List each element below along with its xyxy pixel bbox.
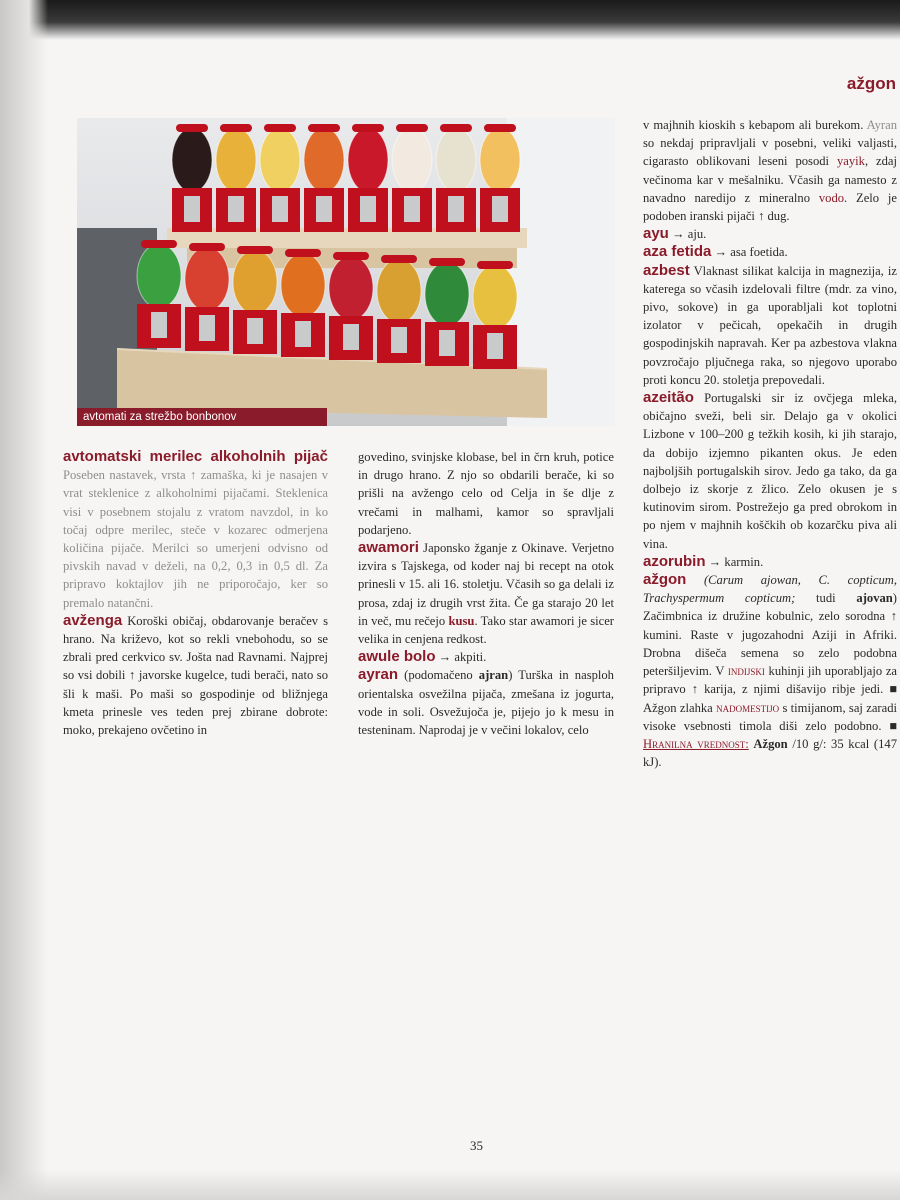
text: ) Začimbnica iz družine kobulnic, zelo sorodna ↑ kumini. Raste v jugozahodni Aziji in Afriki. Drobna dišeča semena so zelo podobna peteršiljevim. V	[643, 591, 897, 679]
photo-candy-machines	[77, 118, 615, 426]
definition: Japonsko žganje z Okinave. Verjetno izvira s Tajskega, od koder naj bi recept na otok prinesli v 15. ali 16. stoletju. Včasih so ga delali iz prosa, zdaj iz drugih vrst žita. Če ga starajo 20 let in več, mu rečejo	[358, 541, 614, 628]
running-head: ažgon	[846, 74, 896, 93]
variant-ajovan: ajovan	[856, 591, 893, 606]
ref-nadomestijo: nadomestijo	[716, 700, 780, 715]
ref-indijski: indijski	[727, 664, 765, 679]
column-3	[643, 116, 897, 771]
see-target: aju.	[687, 227, 707, 242]
see-target: karmin.	[724, 554, 764, 569]
definition-end: ) Turška in nasploh orientalska osvežilna pijača, zmešana iz jogurta, vode in soli. Osvežujoča je, pijejo jo k mesu in testeninam. Naprodaj je v večini lokalov, celo	[358, 668, 614, 738]
entry-aza-fetida	[643, 243, 897, 261]
headword: ažgon	[643, 571, 687, 589]
headword: avtomatski merilec alkoholnih pijač	[63, 448, 328, 465]
headword: awule bolo	[358, 648, 436, 666]
latin-names: (Carum ajowan, C. copticum, Trachyspermum copticum;	[643, 573, 897, 606]
ref-hranilna-vrednost: Hranilna vrednost:	[643, 736, 749, 751]
entry-azorubin	[643, 553, 897, 571]
headword: awamori	[358, 539, 419, 557]
continued-text: govedino, svinjske klobase, bel in črn kruh, potice in drugo hrano. Z njo so obdarili berače, ki so prišli na avžengo celo od Celja in še dlje z vrečami in malhami, kamor so spravljali podarjeno.	[358, 450, 614, 537]
variant-ajran: ajran	[478, 668, 509, 683]
entry-awamori	[358, 539, 614, 648]
ref-vodo: vodo	[818, 190, 845, 205]
gumball-machines-illustration	[77, 118, 615, 426]
see-target: akpiti.	[454, 650, 487, 665]
definition: Poseben nastavek, vrsta ↑ zamaška, ki je nasajen v vrat steklenice z alkoholnimi pijačami. Steklenica visi v posebnem stojalu z vratom navzdol, in ko točaj odpre merilec, steče v kozarec odmerjena količina pijače. Merilci so umerjeni odvisno od pivskih navad v deželi, na 0,2, 0,3 in 0,5 dl. Za pripravo koktajlov jih ne priporočajo, ker so premalo natančni.	[63, 468, 328, 610]
entry-awule-bolo	[358, 648, 614, 666]
entry-azbest	[643, 262, 897, 389]
scan-edge-top	[0, 0, 900, 40]
headword: aza fetida	[643, 243, 712, 261]
text: /10 g/: 35 kcal (147 kJ).	[643, 736, 897, 770]
continued-text	[643, 116, 897, 225]
scan-edge-left	[0, 0, 48, 1200]
entry-avzenga	[63, 612, 328, 739]
ref-ayran: Ayran	[866, 118, 897, 132]
definition: Vlaknast silikat kalcija in magnezija, iz katerega so včasih izdelovali filtre (mdr. za vino, pivo, sokove) in ga uporabljali kot toplotni izolator v pečicah, opekačih in drugih gospodinjskih napravah. Ker pa azbestova vlakna povzročajo pljučnega raka, so njegovo uporabo proti koncu 20. stoletja prepovedali.	[643, 263, 898, 387]
see-target: asa foetida.	[730, 245, 788, 260]
entry-ayu	[643, 225, 897, 243]
definition: Koroški običaj, obdarovanje beračev s hrano. Na križevo, kot so rekli vnebohodu, so se zbrali pred cerkvico sv. Jošta nad Ravnami. Najprej so vsi dobili ↑ javorske kugelce, tudi berači, nato so šli k maši. Po maši so gospodinje od bližnjega kmeta prinesle ves teden prej zbirane dobrote: moko, prekajeno ovčetino in	[63, 613, 328, 738]
page-number: 35	[470, 1138, 483, 1153]
ref-yayik: yayik	[836, 154, 865, 169]
column-1	[63, 448, 328, 739]
headword: azeitão	[643, 389, 694, 407]
nutrition-label: Ažgon	[753, 736, 788, 751]
text: tudi	[795, 591, 857, 606]
entry-azgon	[643, 571, 897, 771]
headword: avženga	[63, 611, 123, 629]
definition-end: . Tako star awamori je sicer velika in cenjena redkost.	[358, 613, 615, 647]
cont-part: , zdaj večinoma kar v mešalniku. Včasih ga namesto z navadno naredijo z mineralno	[643, 154, 897, 205]
definition: Portugalski sir iz ovčjega mleka, običajno sveži, beli sir. Delajo ga v okolici Lizbone v 100–200 g težkih kosih, ki jih starajo, da dobijo izjemno pikanten okus. Je eden najboljših portugalskih sirov. Jedo ga tako, da ga dolbejo iz skorje z žlico. Zelo okusen je s kutinovim sirom. Postrežejo ga pred obrokom in po njem v majhnih koščkih ob kozarčku piva ali vina.	[643, 391, 897, 551]
entry-ayran	[358, 666, 614, 739]
scan-edge-bottom	[0, 1170, 900, 1200]
entry-azeitao	[643, 389, 897, 553]
entry-avtomatski-merilec	[63, 448, 328, 612]
headword: azorubin	[643, 552, 706, 570]
cross-ref-kusu: kusu	[448, 613, 475, 628]
arrow-icon: →	[708, 554, 722, 569]
arrow-icon: →	[438, 650, 452, 665]
text: s timijanom, saj zaradi visoke vsebnosti timola diši zelo podobno. ■	[643, 700, 898, 733]
headword: ayu	[643, 225, 669, 243]
headword: ayran	[358, 666, 399, 684]
text: kuhinji jih uporabljajo za pripravo ↑ karija, z njimi dišavijo ribje jedi. ■ Ažgon zlahka	[643, 664, 897, 715]
arrow-icon: →	[714, 245, 728, 260]
cont-part: . Zelo je podoben iranski pijači ↑ dug.	[643, 190, 897, 224]
headword: azbest	[643, 261, 690, 279]
arrow-icon: →	[672, 227, 685, 242]
column-2	[358, 448, 614, 739]
cont-part: so nekdaj pripravljali v posebni, veliki valjasti, cigarasto oblikovani leseni posodi	[643, 136, 897, 169]
cont-part: v majhnih kioskih s kebapom ali burekom.	[643, 118, 867, 132]
definition: (podomačeno	[404, 668, 479, 683]
photo-caption: avtomati za strežbo bonbonov	[77, 408, 327, 426]
